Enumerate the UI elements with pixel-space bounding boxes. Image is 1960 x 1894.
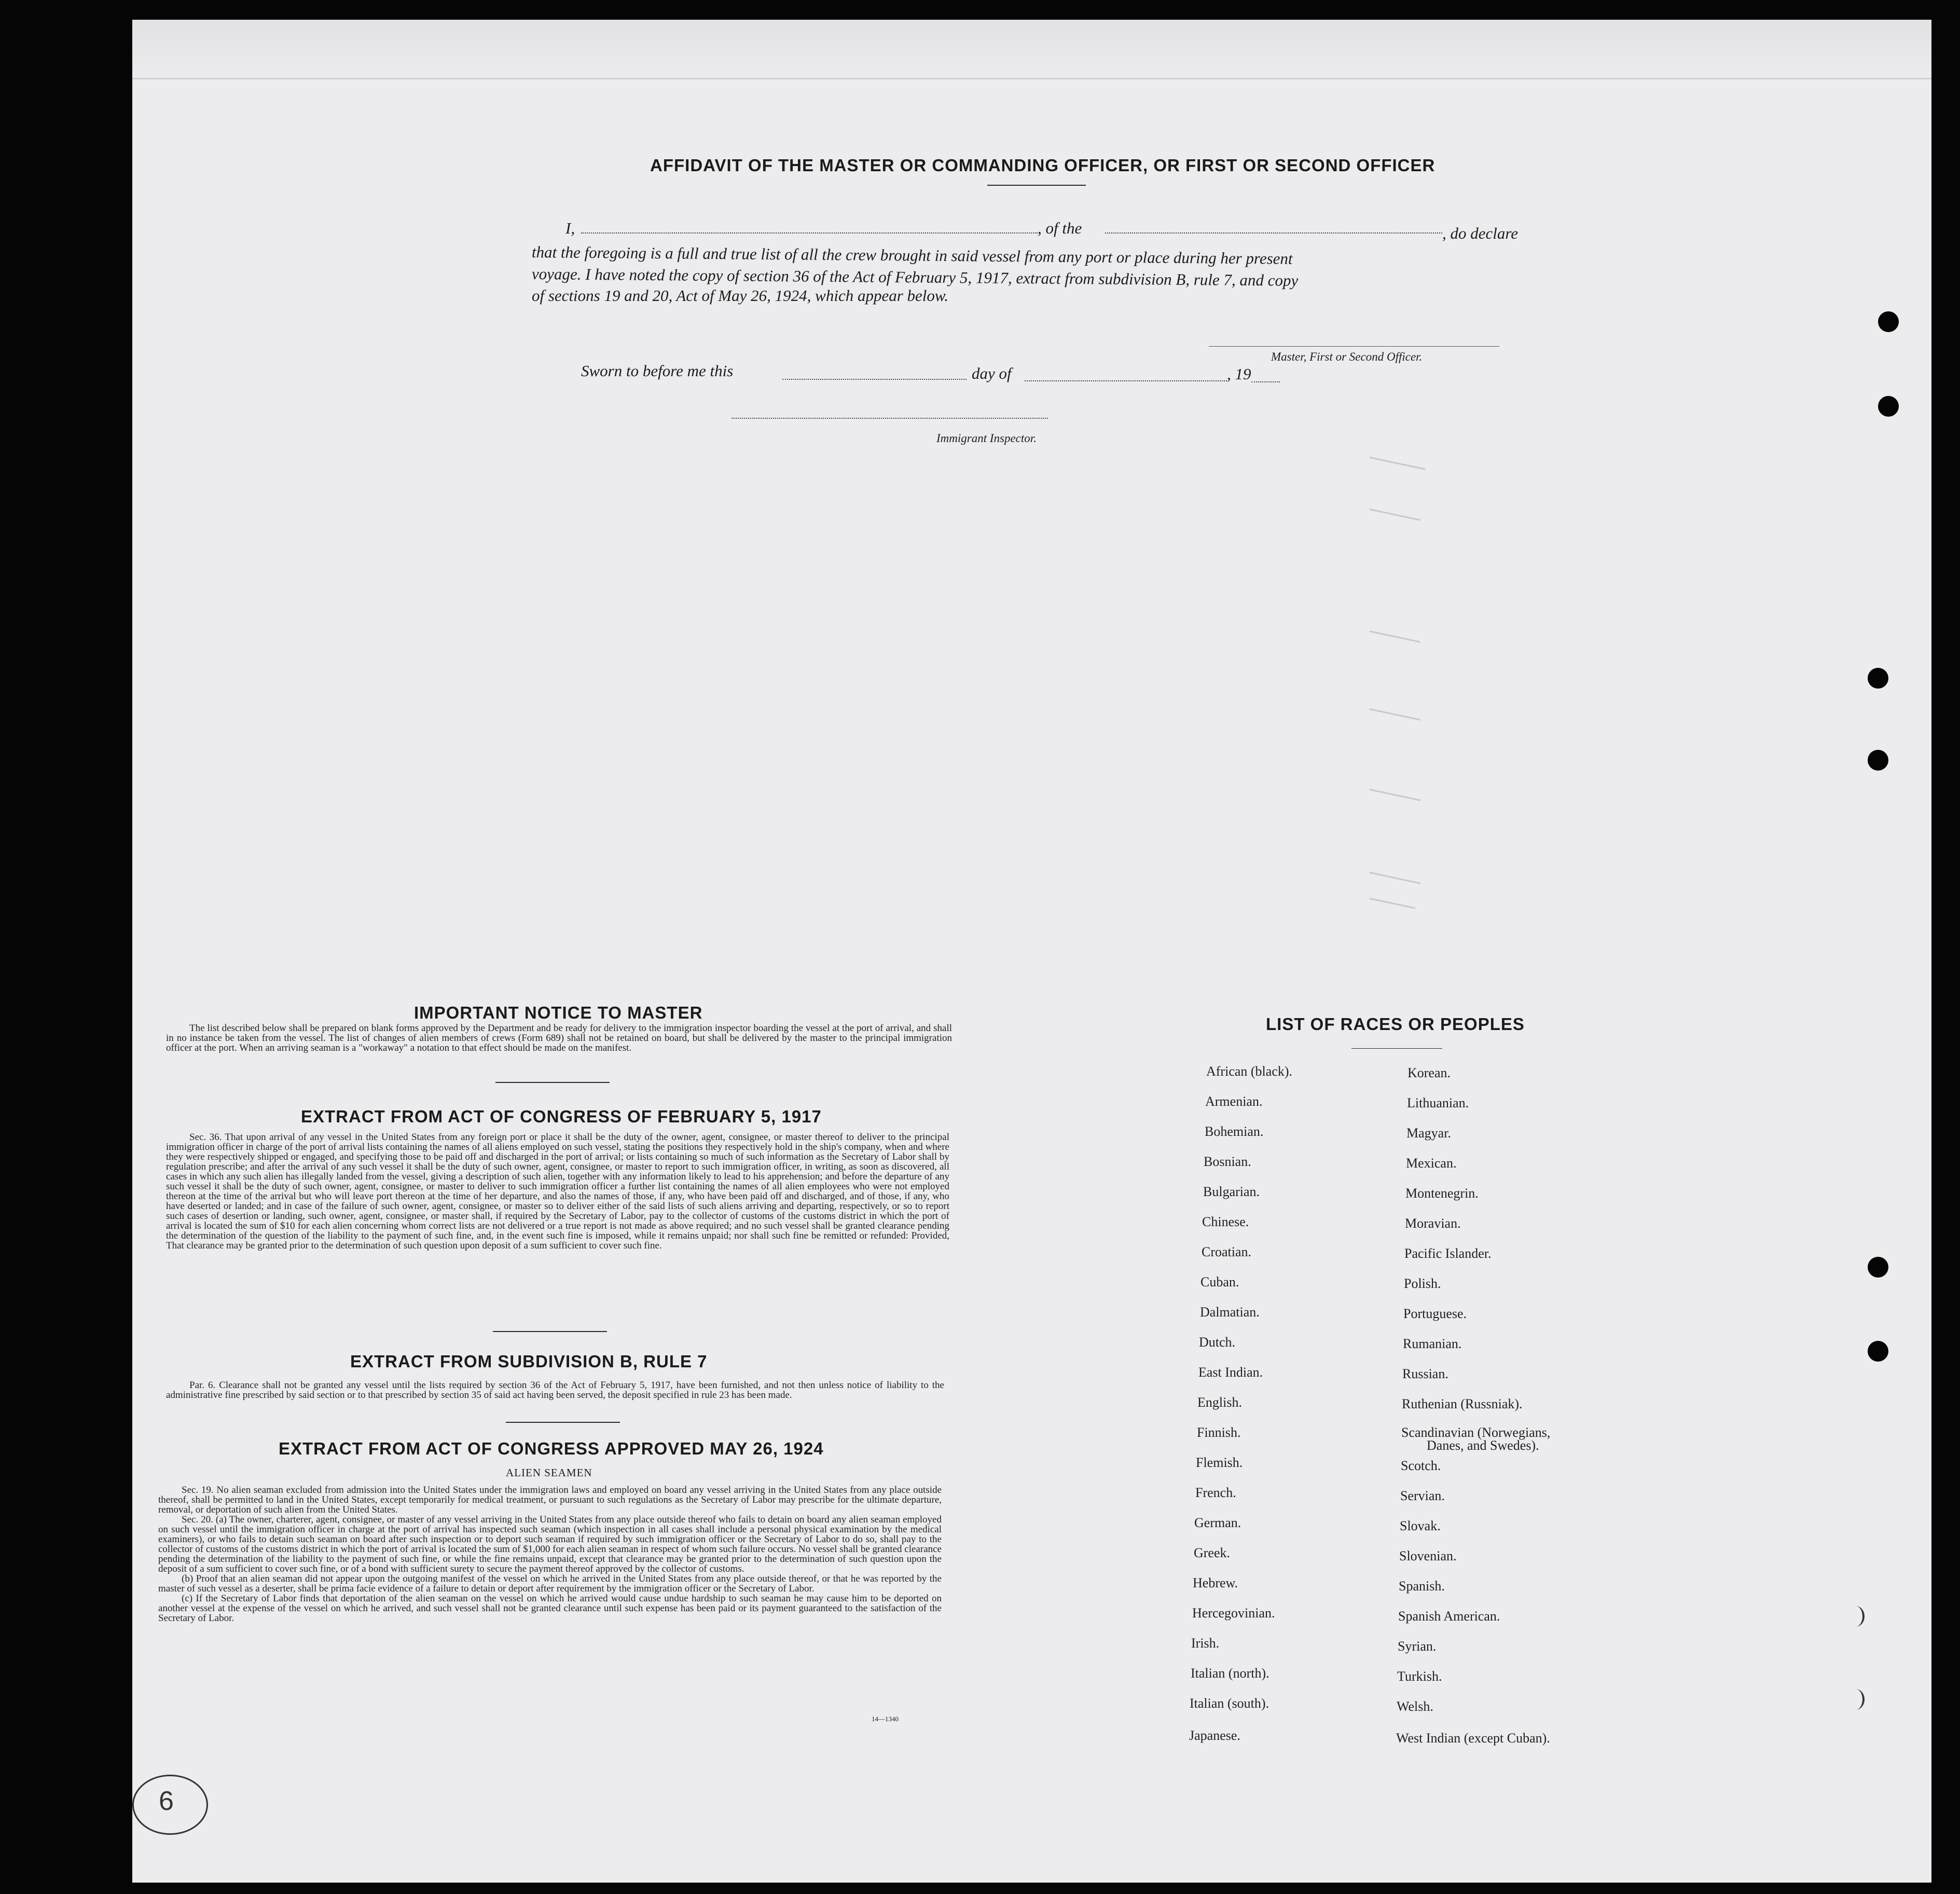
race-item: Pacific Islander. — [1404, 1246, 1492, 1261]
race-item: Japanese. — [1189, 1728, 1240, 1743]
handwritten-number-text: 6 — [159, 1786, 174, 1816]
sworn-day-blank[interactable] — [782, 379, 967, 380]
alien-seamen-subtitle: ALIEN SEAMEN — [506, 1466, 592, 1479]
race-item: Bohemian. — [1205, 1124, 1264, 1139]
notice-title: IMPORTANT NOTICE TO MASTER — [414, 1003, 703, 1022]
race-item: Rumanian. — [1403, 1336, 1462, 1351]
race-item: Dalmatian. — [1200, 1305, 1260, 1320]
races-underline — [1351, 1048, 1442, 1049]
race-item: West Indian (except Cuban). — [1396, 1731, 1550, 1746]
punch-hole — [1878, 311, 1899, 332]
race-item: Moravian. — [1405, 1216, 1461, 1231]
name-blank[interactable] — [581, 232, 1038, 234]
race-item: Hebrew. — [1193, 1575, 1238, 1590]
handwritten-page-number — [132, 1775, 208, 1835]
race-item: Scandinavian (Norwegians, — [1401, 1425, 1551, 1440]
affidavit-line1-mid: , of the — [1038, 219, 1082, 237]
extract-1917-text — [166, 1132, 949, 1251]
sec36-paragraph: Sec. 36. That upon arrival of any vessel in the United States from any foreign port or place it shall be the duty of the owner, agent, consignee, or master thereof to deliver to the principal immigration officer in charge of the port of arrival lists containing the names of all aliens employed on such vessel, stating the positions they respectively hold in the ship's company, when and where they were respectively shipped or engaged, and specifying those to be paid off and discharged in the port of arrival; or lists containing so much of such information as the Secretary of Labor shall by regulation prescribe; and after the arrival of any such vessel it shall be the duty of such owner, agent, consignee, or master to report to such immigration officer, in writing, as soon as discovered, all cases in which any such alien has illegally landed from the vessel, giving a description of such alien, together with any information likely to lead to his apprehension; and before the departure of any such vessel it shall be the duty of such owner, agent, consignee, or master to deliver to such immigration officer a further list containing the names of all alien employees who were not employed thereon at the time of the arrival but who will leave port thereon at the time of her departure, and also the names of those, if any, who have been paid off and discharged, and of those, if any, who have deserted or landed; and in case of the failure of such owner, agent, consignee, or master so to deliver either of the said lists of such aliens arriving and departing, respectively, or so to report such cases of desertion or landing, such owner, agent, consignee, or master shall, if required by the Secretary of Labor, pay to the collector of customs of the customs district in which the port of arrival is located the sum of $10 for each alien concerning whom correct lists are not delivered or a true report is not made as above required; and no such vessel shall be granted clearance pending the determination of the question of the liability to the payment of such fine, and, in the event such fine is imposed, while it remains unpaid; nor shall such fine be remitted or refunded: Provided, That clearance may be granted prior to the determination of such question upon deposit of a sum sufficient to cover such fine. — [166, 1132, 949, 1251]
race-item: Turkish. — [1397, 1669, 1442, 1684]
divider — [506, 1422, 620, 1423]
affidavit-line2: that the foregoing is a full and true list of all the crew brought in said vessel from any port or place during her present — [531, 243, 1293, 268]
race-item: Croatian. — [1202, 1244, 1252, 1259]
race-item: Hercegovinian. — [1192, 1605, 1275, 1621]
sec19-paragraph: Sec. 19. No alien seaman excluded from admission into the United States under the immigration laws and employed on board any vessel arriving in the United States from any place outside thereof, shall be permitted to land in the United States, except temporarily for medical treatment, or pursuant to such regulations as the Secretary of Labor may prescribe for the ultimate departure, removal, or deportation of such alien from the United States. — [158, 1485, 942, 1515]
race-item: Bosnian. — [1204, 1154, 1251, 1169]
affidavit-line1-end: , do declare — [1442, 224, 1519, 242]
extract-1924-title: EXTRACT FROM ACT OF CONGRESS APPROVED MAY 26, 1924 — [279, 1439, 824, 1458]
race-item: Spanish. — [1399, 1579, 1445, 1594]
race-item: Dutch. — [1199, 1335, 1236, 1350]
race-item: Flemish. — [1196, 1455, 1243, 1470]
sworn-year-blank[interactable] — [1251, 381, 1280, 382]
race-item: Scotch. — [1401, 1458, 1441, 1473]
race-item: Portuguese. — [1403, 1306, 1467, 1321]
race-item: African (black). — [1206, 1064, 1293, 1079]
race-item: Slovenian. — [1399, 1548, 1457, 1563]
rule7-text — [166, 1380, 944, 1400]
extract-1924-text — [158, 1485, 942, 1623]
affidavit-title: AFFIDAVIT OF THE MASTER OR COMMANDING OFFICER, OR FIRST OR SECOND OFFICER — [650, 156, 1436, 175]
race-item: Chinese. — [1202, 1214, 1249, 1229]
divider — [495, 1082, 610, 1083]
signature-caption: Master, First or Second Officer. — [1271, 350, 1423, 363]
notice-paragraph: The list described below shall be prepared on blank forms approved by the Department and be ready for delivery to the immigration inspector boarding the vessel at the port of arrival, and shall in no instance be taken from the vessel. The list of changes of alien members of crews (Form 689) shall not be retained on board, but shall be delivered by the master to the principal immigration officer at the port. When an arriving seaman is a "workaway" a notation to that effect should be made on the manifest. — [166, 1023, 952, 1053]
race-item: East Indian. — [1198, 1365, 1263, 1380]
race-item: English. — [1197, 1395, 1242, 1410]
extract-1917-title: EXTRACT FROM ACT OF CONGRESS OF FEBRUARY 5, 1917 — [301, 1107, 822, 1126]
race-item-continuation: Danes, and Swedes). — [1427, 1438, 1539, 1453]
race-item: Italian (south). — [1190, 1696, 1269, 1711]
race-item: Spanish American. — [1398, 1609, 1500, 1624]
punch-hole-edge — [1847, 1689, 1865, 1710]
page-edge-line — [132, 78, 1931, 79]
sworn-month-blank[interactable] — [1025, 380, 1227, 381]
race-item: Korean. — [1407, 1065, 1451, 1080]
affidavit-line1-start: I, — [565, 219, 575, 237]
race-item: Bulgarian. — [1203, 1184, 1260, 1199]
race-item: French. — [1195, 1485, 1236, 1500]
race-item: Greek. — [1194, 1545, 1231, 1560]
race-item: Welsh. — [1397, 1699, 1433, 1714]
race-item: Irish. — [1191, 1636, 1220, 1651]
races-title: LIST OF RACES OR PEOPLES — [1266, 1014, 1525, 1034]
race-item: Servian. — [1400, 1488, 1445, 1503]
race-item: Ruthenian (Russniak). — [1402, 1396, 1523, 1411]
race-item: Montenegrin. — [1405, 1186, 1479, 1201]
signature-line — [1209, 346, 1499, 347]
race-item: Slovak. — [1400, 1518, 1441, 1533]
affidavit-line4: of sections 19 and 20, Act of May 26, 1924, which appear below. — [532, 286, 949, 305]
punch-hole — [1878, 396, 1899, 417]
race-item: Finnish. — [1197, 1425, 1241, 1440]
divider — [493, 1331, 607, 1332]
inspector-caption: Immigrant Inspector. — [936, 432, 1037, 445]
sec20a-paragraph: Sec. 20. (a) The owner, charterer, agent, consignee, or master of any vessel arriving in the United States from any place outside thereof who fails to detain on board any alien seaman employed on such vessel until the immigration officer in charge at the port of arrival has inspected such seaman (which inspection in all cases shall include a personal physical examination by the medical examiners), or who fails to detain such seaman on board after such inspection or to deport such seaman if required by such immigration officer or the Secretary of Labor to do so, shall pay to the collector of customs of the customs district in which the port of arrival is located the sum of $1,000 for each alien seaman in respect of whom such failure occurs. No vessel shall be granted clearance pending the determination of the liability to the payment of such fine, or while the fine remains unpaid, except that clearance may be granted prior to the determination of such question upon the deposit of a sum sufficient to cover such fine, or of a bond with sufficient surety to secure the payment thereof approved by the collector of customs. — [158, 1514, 942, 1574]
race-item: Mexican. — [1406, 1156, 1457, 1171]
rule7-title: EXTRACT FROM SUBDIVISION B, RULE 7 — [350, 1352, 708, 1371]
race-item: Italian (north). — [1191, 1666, 1269, 1681]
punch-hole — [1868, 668, 1888, 689]
race-item: Syrian. — [1398, 1639, 1437, 1654]
race-item: Cuban. — [1200, 1274, 1239, 1289]
race-item: German. — [1194, 1515, 1241, 1530]
punch-hole-edge — [1847, 1606, 1865, 1627]
sworn-day-of: day of — [972, 364, 1012, 382]
punch-hole — [1868, 1341, 1888, 1362]
race-item: Russian. — [1402, 1366, 1448, 1381]
notice-text — [166, 1023, 952, 1053]
sworn-year: , 19 — [1227, 365, 1251, 383]
punch-hole — [1868, 1257, 1888, 1278]
race-item: Polish. — [1404, 1276, 1441, 1291]
affidavit-line3: voyage. I have noted the copy of section 36 of the Act of February 5, 1917, extract from subdivision B, rule 7, and copy — [531, 265, 1299, 290]
sworn-text: Sworn to before me this — [581, 362, 734, 380]
form-number: 14—1340 — [872, 1715, 899, 1723]
title-underline — [987, 185, 1086, 186]
punch-hole — [1868, 750, 1888, 771]
inspector-signature-line[interactable] — [731, 418, 1048, 419]
race-item: Armenian. — [1205, 1094, 1263, 1109]
overlapping-page-edge — [132, 20, 1931, 82]
race-item: Lithuanian. — [1407, 1095, 1469, 1110]
vessel-blank[interactable] — [1105, 232, 1442, 234]
sec20c-paragraph: (c) If the Secretary of Labor finds that deportation of the alien seaman on the vessel on which he arrived would cause undue hardship to such seaman he may cause him to be deported on another vessel at the expense of the vessel on which he arrived, and such vessel shall not be granted clearance until such expense has been paid or its payment guaranteed to the satisfaction of the Secretary of Labor. — [158, 1593, 942, 1624]
sec20b-paragraph: (b) Proof that an alien seaman did not appear upon the outgoing manifest of the vessel on which he arrived in the United States from any place outside thereof, or that he was reported by the master of such vessel as a deserter, shall be prima facie evidence of a failure to detain or deport after requirement by the immigration officer or the Secretary of Labor. — [158, 1573, 942, 1594]
race-item: Magyar. — [1406, 1126, 1451, 1141]
rule7-paragraph: Par. 6. Clearance shall not be granted any vessel until the lists required by section 36 of the Act of February 5, 1917, have been furnished, and not then unless notice of liability to the administrative fine prescribed by said section or to that prescribed by section 35 of said act having been served, the deposit specified in rule 23 has been made. — [166, 1380, 944, 1401]
